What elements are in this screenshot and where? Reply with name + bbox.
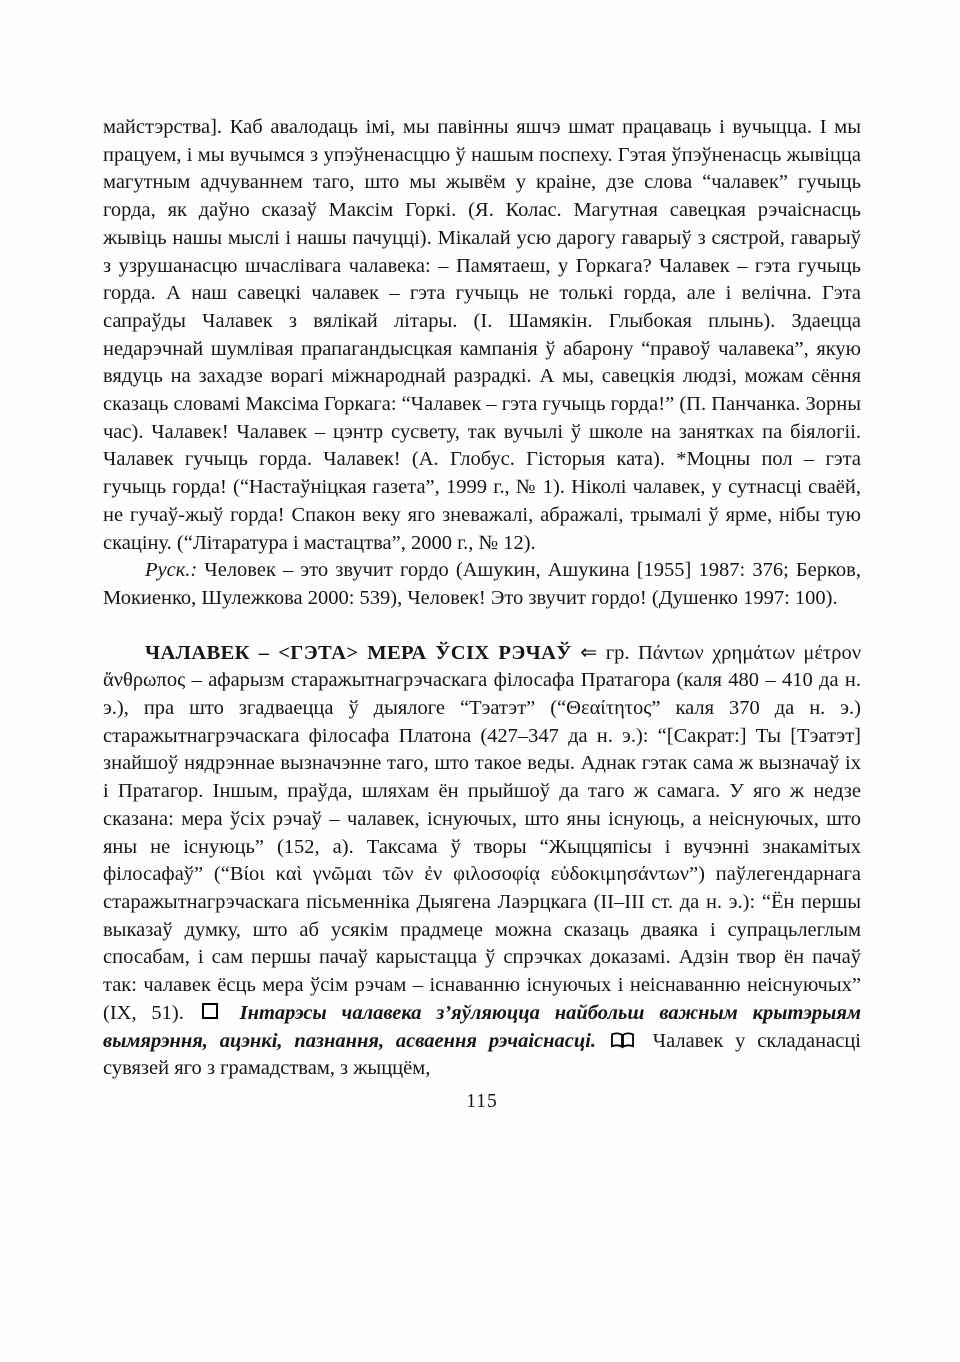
text-block <box>103 114 861 1116</box>
dictionary-entry <box>103 640 861 1083</box>
continuation-text: майстэрства]. Каб авалодаць імі, мы павінны яшчэ шмат працаваць і вучыцца. І мы працуем, і мы вучымся з упэўненасццю ў нашым поспеху. Гэтая ўпэўненасць жывіцца магутным адчуваннем таго, што мы жывём у краіне, дзе слова “чалавек” гучыць горда, як даўно сказаў Максім Горкі. (Я. Колас. Магутная савецкая рэчаіснасць жывіць нашы мыслі і нашы пачуцці). Мікалай усю дарогу гаварыў з сястрой, гаварыў з узрушанасцю шчаслівага чалавека: – Памятаеш, у Горкага? Чалавек – гэта гучыць горда. А наш савецкі чалавек – гэта гучыць не толькі горда, але і велічна. Гэта сапраўды Чалавек з вялікай літары. (І. Шамякін. Глыбокая плынь). Здаецца недарэчнай шумлівая прапагандысцкая кампанія ў абарону “правоў чалавека”, якую вядуць на захадзе ворагі міжнароднай разрадкі. А мы, савецкія людзі, можам сёння сказаць словамі Максіма Горкага: “Чалавек – гэта гучыць горда!” (П. Панчанка. Зорны час). Чалавек! Чалавек – цэнтр сусвету, так вучылі ў школе на занятках па біялогіі. Чалавек гучыць горда. Чалавек! (А. Глобус. Гісторыя ката). *Моцны пол – гэта гучыць горда! (“Настаўніцкая газета”, 1999 г., № 1). Ніколі чалавек, у сутнасці сваёй, не гучаў-жыў горда! Спакон веку яго зневажалі, абражалі, трымалі ў ярме, нібы тую скаціну. (“Літаратура і мастацтва”, 2000 г., № 12). <box>103 116 861 554</box>
page-number: 115 <box>466 1090 498 1112</box>
entry-headword: ЧАЛАВЕК – <ГЭТА> МЕРА ЎСІХ РЭЧАЎ <box>145 641 572 664</box>
usage-note-text: Інтарэсы чалавека з’яўляюцца найбольш важным крытэрыям вымярэння, ацэнкі, пазнання, асваення рэчаіснасці. <box>103 1001 862 1052</box>
derivation-arrow: ⇐ гр. <box>571 641 638 664</box>
definition-text: Чалавек у складанасці сувязей яго з грамадствам, з жыццём, <box>103 1029 861 1080</box>
russian-label: Руск.: <box>145 559 198 582</box>
open-book-icon <box>610 1032 635 1049</box>
white-square-icon <box>202 1003 218 1019</box>
entry-body-text: – афарызм старажытнагрэчаскага філосафа Пратагора (каля 480 – 410 да н. э.), пра што згадваецца ў дыялоге “Тэатэт” (“Θεαίτητος” каля 370 да н. э.) старажытнагрэчаскага філосафа Платона (427–347 да н. э.): “[Сакрат:] Ты [Тэатэт] знайшоў нядрэннае вызначэнне таго, што такое веды. Аднак гэтак сама ж вызначаў іх і Пратагор. Іншым, праўда, шляхам ён прыйшоў да таго ж самага. У яго ж недзе сказана: мера ўсіх рэчаў – чалавек, існуючых, што яны існуюць, а неіснуючых, што яны не існуюць” (152, а). Таксама ў творы “Жыццяпісы і вучэнні знакамітых філосафаў” (“Βίοι καὶ γνῶμαι τῶν ἐν φιλοσοφίᾳ εὐδοκιμησάντων”) паўлегендарнага старажытнагрэчаскага пісьменніка Дыягена Лаэрцкага (II–III ст. да н. э.): “Ён першы выказаў думку, што аб усякім прадмеце можна сказаць дваяка і супрацьлеглым спосабам, і сам першы пачаў карыстацца ў спрэчках доказамі. Адзін твор ён пачаў так: чалавек ёсць мера ўсім рэчам – існаванню існуючых і неіснаванню неіснуючых” (IX, 51). <box>103 669 861 1024</box>
greek-aphorism: Πάντων χρημάτων μέτρον ἄνθρωπος <box>103 641 861 692</box>
paragraph-russian-equivalents <box>103 557 861 612</box>
russian-text: Человек – это звучит гордо (Ашукин, Ашукина [1955] 1987: 376; Берков, Мокиенко, Шулежкова 2000: 539), Человек! Это звучит гордо! (Душенко 1997: 100). <box>103 559 861 609</box>
paragraph-continuation <box>103 114 861 557</box>
